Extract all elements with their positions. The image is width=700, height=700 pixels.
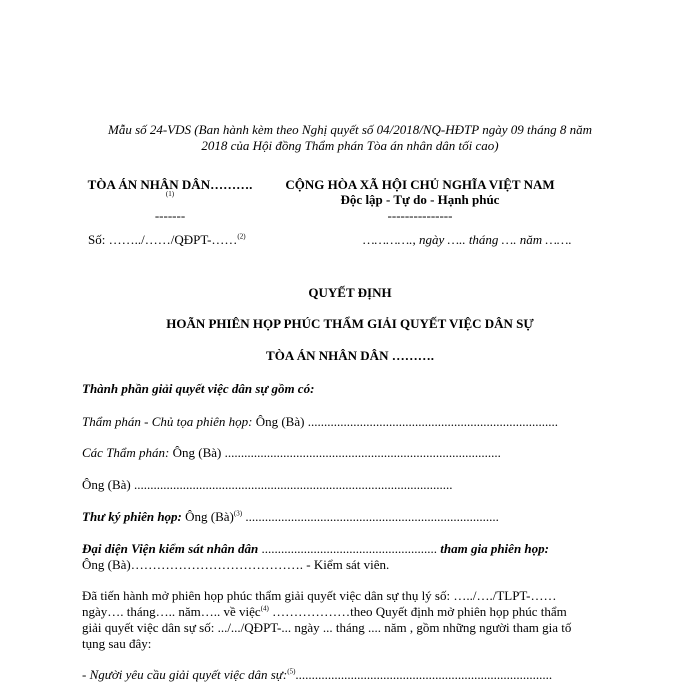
footnote-1-marker: (1) bbox=[165, 190, 175, 198]
national-motto: Độc lập - Tự do - Hạnh phúc bbox=[340, 192, 500, 207]
judges-line: Các Thẩm phán: Ông (Bà) ..................................................................................... bbox=[82, 445, 501, 460]
presiding-judge-line: Thẩm phán - Chủ tọa phiên họp: Ông (Bà) ............................................................................. bbox=[82, 414, 558, 429]
composition-heading: Thành phần giải quyết việc dân sự gồm có: bbox=[82, 381, 315, 396]
form-note-line2: 2018 của Hội đồng Thẩm phán Tòa án nhân dân tối cao) bbox=[201, 138, 499, 153]
right-header-divider: --------------- bbox=[387, 208, 453, 223]
judge-2-line: Ông (Bà) .................................................................................................. bbox=[82, 477, 453, 492]
paragraph-line-3: giải quyết việc dân sự số: .../.../QĐPT-... ngày ... tháng .... năm , gồm những người tham gia tố bbox=[82, 620, 572, 635]
procuracy-line: Đại diện Viện kiểm sát nhân dân ...................................................... tham gia phiên họp: bbox=[82, 541, 549, 556]
document-subtitle: HOÃN PHIÊN HỌP PHÚC THẨM GIẢI QUYẾT VIỆC DÂN SỰ bbox=[166, 316, 534, 331]
paragraph-line-2: ngày…. tháng….. năm….. về việc$^{(4)}$ ………………theo Quyết định mở phiên họp phúc thẩm bbox=[82, 604, 567, 619]
paragraph-line-1: Đã tiến hành mở phiên họp phúc thẩm giải quyết việc dân sự thụ lý số: …../…./TLPT-…… bbox=[82, 588, 557, 603]
prosecutor-line: Ông (Bà)…………………………………. - Kiểm sát viên. bbox=[82, 557, 390, 572]
date-line: …………., ngày ….. tháng …. năm ……. bbox=[363, 232, 572, 247]
left-header-divider: ------- bbox=[154, 208, 186, 223]
court-line: TÒA ÁN NHÂN DÂN ………. bbox=[266, 348, 434, 363]
form-note-line1: Mẫu số 24-VDS (Ban hành kèm theo Nghị quyết số 04/2018/NQ-HĐTP ngày 09 tháng 8 năm bbox=[108, 122, 592, 137]
paragraph-line-4: tụng sau đây: bbox=[82, 636, 152, 651]
clerk-line: Thư ký phiên họp: Ông (Bà)$^{(3)}$ .............................................................................. bbox=[82, 509, 499, 524]
decision-number: Số: ……../……/QĐPT-……$^{(2)}$ bbox=[88, 232, 246, 247]
court-name-header: TÒA ÁN NHÂN DÂN………. bbox=[87, 177, 253, 192]
document-title: QUYẾT ĐỊNH bbox=[308, 285, 392, 300]
requester-line: - Người yêu cầu giải quyết việc dân sự:$^{(5)}$............................................................................... bbox=[82, 667, 553, 682]
country-name: CỘNG HÒA XÃ HỘI CHỦ NGHĨA VIỆT NAM bbox=[285, 177, 555, 192]
